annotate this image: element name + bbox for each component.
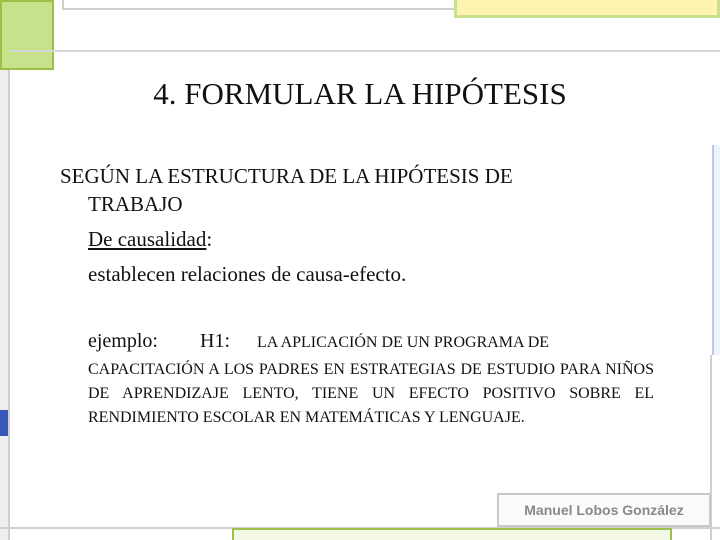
section-heading-line-2: TRABAJO <box>88 192 183 216</box>
page-title: 4. FORMULAR LA HIPÓTESIS <box>153 76 567 111</box>
example-label: ejemplo: <box>88 330 158 352</box>
causality-term-label: De causalidad <box>88 227 207 251</box>
example-text-start: LA APLICACIÓN DE UN PROGRAMA DE <box>257 334 550 351</box>
decorative-right-grey-bar <box>710 355 720 540</box>
causality-term <box>88 225 212 253</box>
decorative-bottom-green-frame <box>232 528 672 540</box>
author-credit <box>497 493 711 527</box>
decorative-yellow-bar <box>454 0 720 18</box>
decorative-green-square <box>0 0 54 70</box>
decorative-top-frame <box>62 0 482 10</box>
example-text-body: CAPACITACIÓN A LOS PADRES EN ESTRATEGIAS DE ESTUDIO PARA NIÑOS DE APRENDIZAJE LENTO, TIENE UN EFECTO POSITIVO SOBRE EL RENDIMIENTO ESCOLAR EN MATEMÁTICAS Y LENGUAJE. <box>88 361 654 426</box>
decorative-left-bar <box>0 70 10 540</box>
causality-term-colon: : <box>206 227 213 251</box>
decorative-top-line <box>10 50 720 52</box>
decorative-blue-marker <box>0 410 8 436</box>
section-heading-line-1: SEGÚN LA ESTRUCTURA DE LA HIPÓTESIS DE <box>60 164 513 188</box>
hypothesis-label: H1: <box>200 330 230 352</box>
author-name: Manuel Lobos González <box>524 502 684 518</box>
causality-definition: establecen relaciones de causa-efecto. <box>88 262 407 286</box>
example-row <box>88 327 549 357</box>
decorative-right-blue-bar <box>712 145 720 355</box>
